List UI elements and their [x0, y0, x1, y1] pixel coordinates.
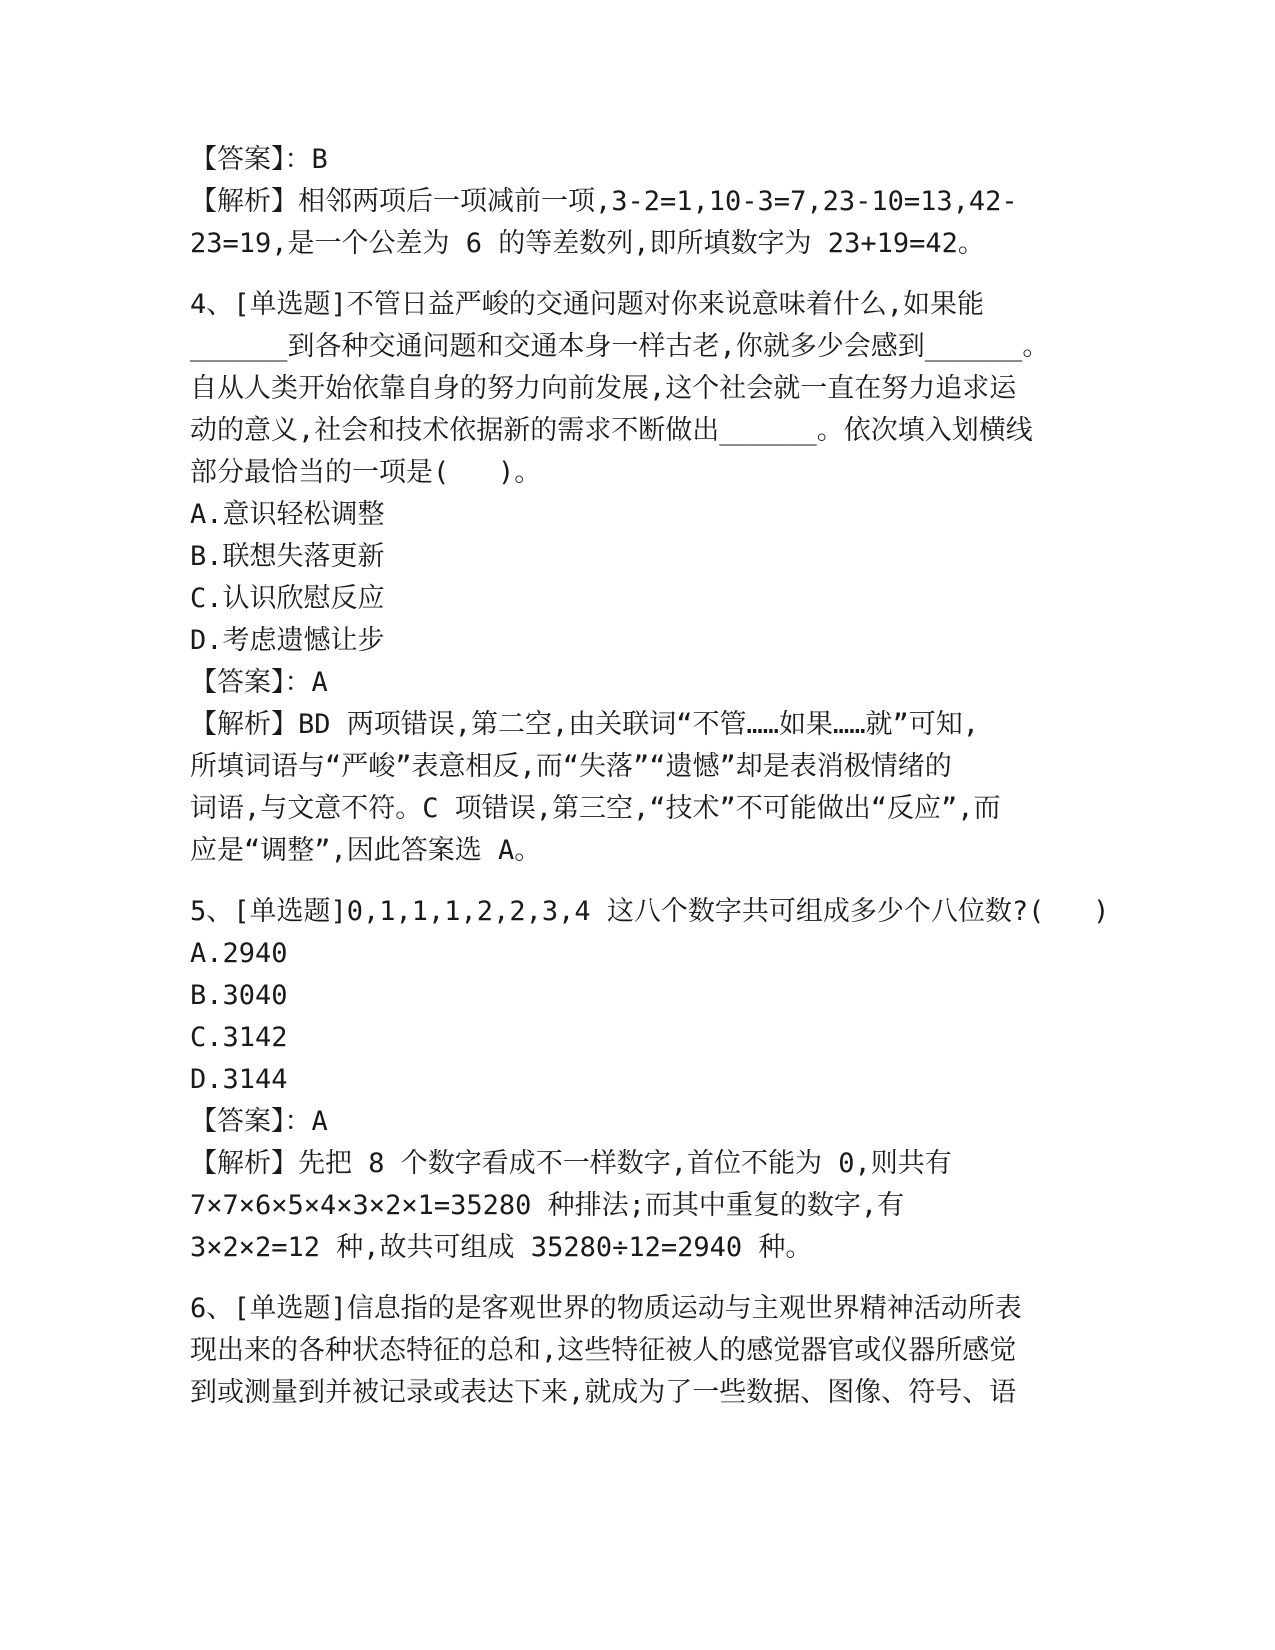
- q5-stem-line-1: 5、[单选题]0,1,1,1,2,2,3,4 这八个数字共可组成多少个八位数?( ): [190, 896, 1110, 927]
- q6-stem-line-1: 6、[单选题]信息指的是客观世界的物质运动与主观世界精神活动所表: [190, 1293, 1022, 1324]
- analysis-label: 【解析】: [190, 186, 298, 217]
- q5-option-a: A.2940: [190, 938, 288, 969]
- q4-option-a: A.意识轻松调整: [190, 499, 385, 530]
- analysis-text: 先把 8 个数字看成不一样数字,首位不能为 0,则共有: [298, 1148, 952, 1179]
- answer-separator: ：: [284, 667, 312, 698]
- q5-option-b: B.3040: [190, 980, 288, 1011]
- q5-option-c: C.3142: [190, 1022, 288, 1053]
- q4-stem-line-1: 4、[单选题]不管日益严峻的交通问题对你来说意味着什么,如果能: [190, 289, 985, 320]
- analysis-text: BD 两项错误,第二空,由关联词“不管……如果……就”可知,: [298, 709, 980, 740]
- q4-option-b: B.联想失落更新: [190, 541, 385, 572]
- q4-analysis-line-2: 所填词语与“严峻”表意相反,而“失落”“遗憾”却是表消极情绪的: [190, 751, 952, 782]
- answer-value: A: [311, 1106, 328, 1137]
- q4-answer-line: [190, 663, 328, 703]
- q4-analysis-line-1: [190, 705, 979, 745]
- q5-option-d: D.3144: [190, 1064, 288, 1095]
- q5-analysis-line-2: 7×7×6×5×4×3×2×1=35280 种排法;而其中重复的数字,有: [190, 1190, 905, 1221]
- q4-stem-line-3: 自从人类开始依靠自身的努力向前发展,这个社会就一直在努力追求运: [190, 373, 1017, 404]
- q5-analysis-line-3: 3×2×2=12 种,故共可组成 35280÷12=2940 种。: [190, 1232, 813, 1263]
- analysis-text: 相邻两项后一项减前一项,3-2=1,10-3=7,23-10=13,42-: [298, 186, 1018, 217]
- q3-answer-line: [190, 140, 328, 180]
- q4-option-d: D.考虑遗憾让步: [190, 625, 385, 656]
- answer-label: 【答案】: [190, 1106, 285, 1137]
- q4-stem-line-5: 部分最恰当的一项是( )。: [190, 457, 542, 488]
- q4-analysis-line-3: 词语,与文意不符。C 项错误,第三空,“技术”不可能做出“反应”,而: [190, 793, 1001, 824]
- q5-analysis-line-1: [190, 1144, 952, 1184]
- analysis-label: 【解析】: [190, 1148, 298, 1179]
- q5-answer-line: [190, 1102, 328, 1142]
- answer-label: 【答案】: [190, 144, 285, 175]
- answer-value: A: [311, 667, 328, 698]
- q6-stem-line-3: 到或测量到并被记录或表达下来,就成为了一些数据、图像、符号、语: [190, 1377, 1017, 1408]
- q4-option-c: C.认识欣慰反应: [190, 583, 385, 614]
- answer-value: B: [311, 144, 328, 175]
- q4-analysis-line-4: 应是“调整”,因此答案选 A。: [190, 835, 542, 866]
- answer-separator: ：: [284, 1106, 312, 1137]
- analysis-label: 【解析】: [190, 709, 298, 740]
- q6-stem-line-2: 现出来的各种状态特征的总和,这些特征被人的感觉器官或仪器所感觉: [190, 1335, 1017, 1366]
- q3-analysis-line-2: 23=19,是一个公差为 6 的等差数列,即所填数字为 23+19=42。: [190, 228, 985, 259]
- q3-analysis-line-1: [190, 182, 1018, 222]
- q4-stem-line-2: ______到各种交通问题和交通本身一样古老,你就多少会感到______。: [190, 331, 1050, 362]
- answer-separator: ：: [284, 144, 312, 175]
- answer-label: 【答案】: [190, 667, 285, 698]
- q4-stem-line-4: 动的意义,社会和技术依据新的需求不断做出______。依次填入划横线: [190, 415, 1033, 446]
